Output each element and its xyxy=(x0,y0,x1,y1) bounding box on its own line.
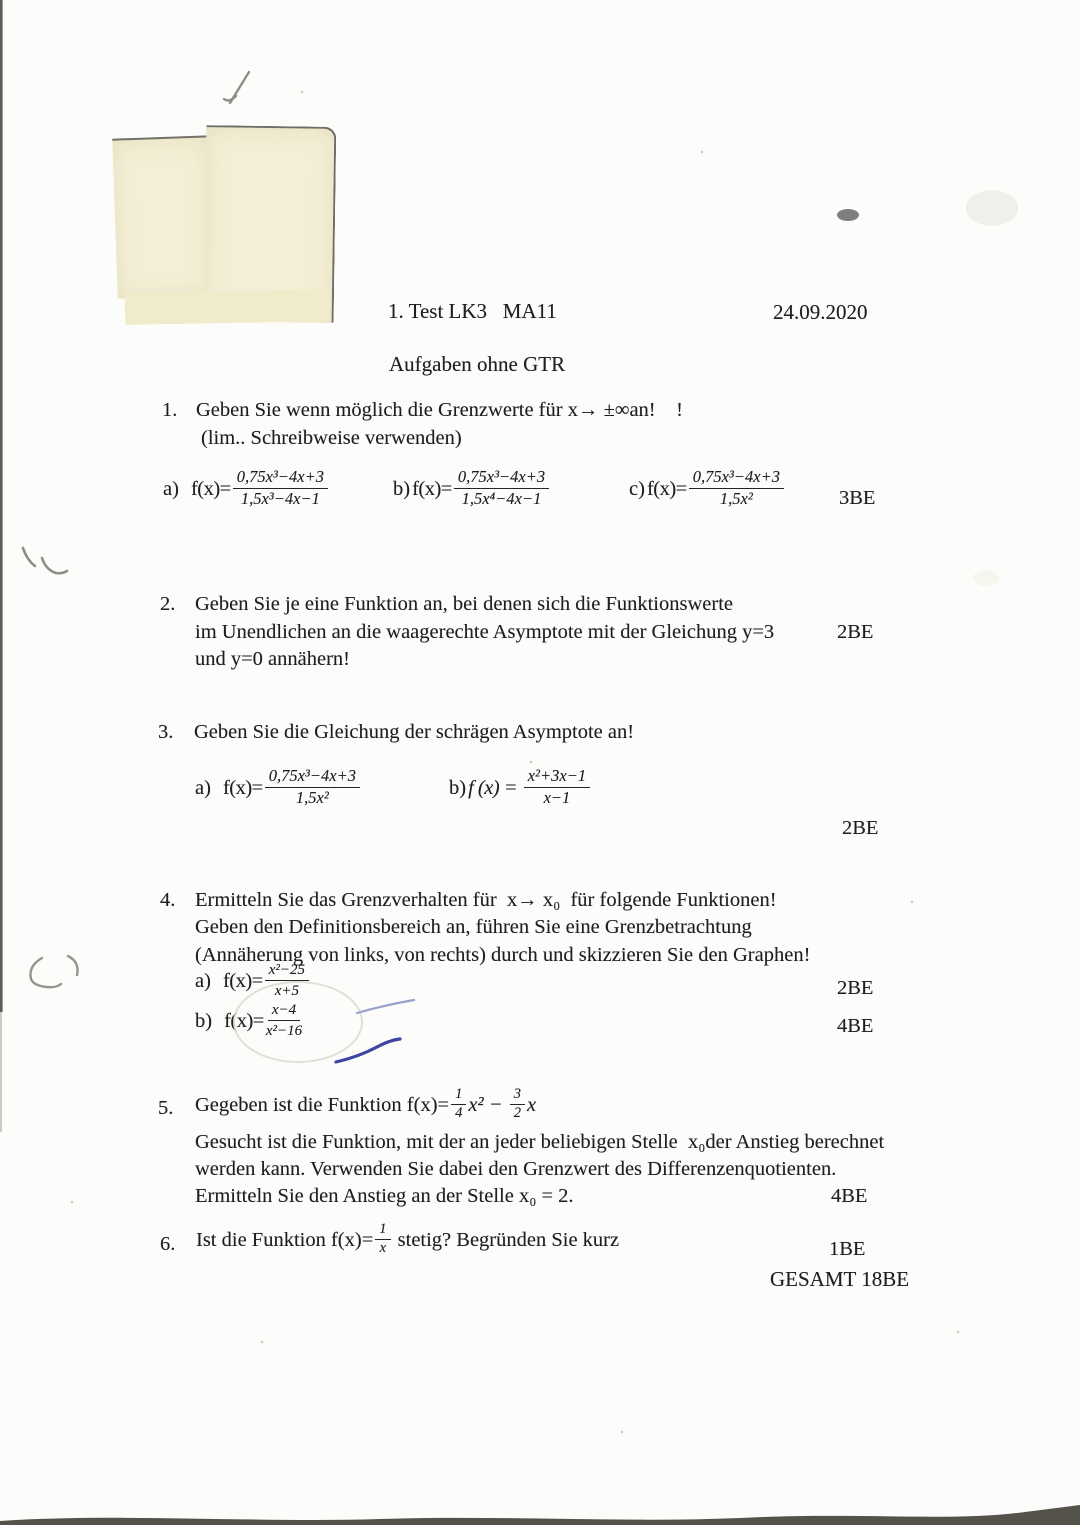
q4-part-b xyxy=(195,1003,304,1041)
q1-part-c xyxy=(629,469,786,510)
q3-a-numerator: 0,75x³−4x+3 xyxy=(265,767,360,788)
q1-a-numerator: 0,75x³−4x+3 xyxy=(233,468,328,489)
q1-c-label: c) xyxy=(629,477,645,500)
scan-smudge-2 xyxy=(837,209,859,221)
scan-edge-left-fade xyxy=(0,1012,2,1132)
q1-b-denominator: 1,5x⁴−4x−1 xyxy=(461,489,542,509)
total-points-label: GESAMT 18BE xyxy=(770,1267,910,1291)
q4-b-fraction xyxy=(266,1002,302,1040)
q5-formula-suffix: x xyxy=(526,1093,537,1116)
q4-text-line3: (Annäherung von links, von rechts) durch und skizzieren Sie den Graphen! xyxy=(195,944,811,966)
q6-text-pre: Ist die Funktion f(x)= xyxy=(196,1228,374,1251)
q2-text-line1: Geben Sie je eine Funktion an, bei denen sich die Funktionswerte xyxy=(195,593,734,615)
q5-number: 5. xyxy=(158,1097,174,1119)
q4-a-numerator: x²−25 xyxy=(265,962,309,981)
q4-text-line2: Geben den Definitionsbereich an, führen Sie eine Grenzbetrachtung xyxy=(195,916,752,938)
q5-formula-line xyxy=(195,1088,536,1122)
q5-f1-denominator: 4 xyxy=(455,1105,463,1122)
q4-number: 4. xyxy=(160,889,176,911)
q1-a-function-prefix: f(x)= xyxy=(190,477,231,500)
q4-b-label: b) xyxy=(195,1010,213,1033)
q1-c-denominator: 1,5x² xyxy=(719,489,753,509)
q4-b-denominator: x²−16 xyxy=(265,1022,303,1039)
q6-denominator: x xyxy=(379,1240,387,1257)
scan-edge-left xyxy=(0,0,3,1012)
q1-c-fraction xyxy=(689,468,784,509)
q5-text-line4: Ermitteln Sie den Anstieg an der Stelle x₀ = 2. xyxy=(195,1185,574,1207)
q5-text-pre: Gegeben ist die Funktion f(x)= xyxy=(195,1093,450,1116)
q3-b-label: b) xyxy=(449,776,467,799)
q1-part-a xyxy=(163,469,330,510)
q5-f2-denominator: 2 xyxy=(513,1105,521,1122)
q3-text-line1: Geben Sie die Gleichung der schrägen Asymptote an! xyxy=(194,721,635,743)
q1-a-label: a) xyxy=(163,477,179,500)
sticky-note-bottom-strip xyxy=(125,289,330,325)
blue-ink-stroke-light xyxy=(357,1000,414,1013)
q4-a-function-prefix: f(x)= xyxy=(222,970,263,993)
q6-numerator: 1 xyxy=(375,1222,390,1240)
q4-a-points-badge: 2BE xyxy=(837,977,874,999)
q1-b-numerator: 0,75x³−4x+3 xyxy=(454,468,549,489)
q5-text-line2: Gesucht ist die Funktion, mit der an jeder beliebigen Stelle x₀der Anstieg berechnet xyxy=(195,1131,885,1153)
q3-part-b xyxy=(449,768,592,809)
q4-a-label: a) xyxy=(195,970,211,993)
q3-a-denominator: 1,5x² xyxy=(295,788,329,808)
q1-a-denominator: 1,5x³−4x−1 xyxy=(240,489,320,509)
q1-b-label: b) xyxy=(393,477,411,500)
q6-number: 6. xyxy=(160,1233,176,1255)
scan-smudge-1 xyxy=(966,190,1018,226)
q4-a-fraction xyxy=(265,962,309,1000)
q5-text-line3: werden kann. Verwenden Sie dabei den Grenzwert des Differenzenquotienten. xyxy=(195,1158,837,1180)
q1-points-badge: 3BE xyxy=(839,487,876,509)
pencil-mark-top xyxy=(224,72,249,103)
q4-text-line1: Ermitteln Sie das Grenzverhalten für x→ x₀ für folgende Funktionen! xyxy=(195,889,777,911)
q1-part-b xyxy=(393,469,551,510)
q1-a-fraction xyxy=(233,468,328,509)
q6-fraction xyxy=(375,1222,390,1256)
q5-fraction-2 xyxy=(510,1087,525,1121)
q6-text-post: stetig? Begründen Sie kurz xyxy=(392,1228,620,1251)
q1-text-line1: Geben Sie wenn möglich die Grenzwerte für x→ ±∞an! ! xyxy=(196,399,683,421)
q1-number: 1. xyxy=(162,399,178,421)
q3-part-a xyxy=(195,768,362,809)
q2-points-badge: 2BE xyxy=(837,621,874,643)
sticky-note-left-flap xyxy=(112,135,214,298)
q4-part-a xyxy=(195,963,311,1001)
q4-b-points-badge: 4BE xyxy=(837,1015,874,1037)
q4-b-function-prefix: f(x)= xyxy=(224,1010,264,1033)
q6-formula-line xyxy=(196,1223,619,1257)
q3-a-label: a) xyxy=(195,776,211,799)
q5-f1-numerator: 1 xyxy=(451,1087,466,1105)
q1-c-function-prefix: f(x)= xyxy=(646,477,687,500)
blue-ink-stroke-dark xyxy=(336,1039,400,1062)
page-subtitle: Aufgaben ohne GTR xyxy=(389,352,566,376)
q2-number: 2. xyxy=(160,593,176,615)
q3-points-badge: 2BE xyxy=(842,817,879,839)
q3-number: 3. xyxy=(158,721,174,743)
q3-a-fraction xyxy=(265,767,360,808)
q3-a-function-prefix: f(x)= xyxy=(222,776,263,799)
test-date: 24.09.2020 xyxy=(773,300,868,324)
pencil-scribble-left-1 xyxy=(23,548,67,573)
q1-c-numerator: 0,75x³−4x+3 xyxy=(689,468,784,489)
q1-text-line2: (lim.. Schreibweise verwenden) xyxy=(201,427,462,449)
page-title: 1. Test LK3 MA11 xyxy=(388,299,557,323)
q2-text-line2: im Unendlichen an die waagerechte Asymptote mit der Gleichung y=3 xyxy=(195,621,775,643)
q1-b-function-prefix: f(x)= xyxy=(412,477,452,500)
q2-text-line3: und y=0 annähern! xyxy=(195,648,351,670)
q5-points-badge: 4BE xyxy=(831,1185,868,1207)
q3-b-numerator: x²+3x−1 xyxy=(524,767,590,788)
q5-formula-mid: x² − xyxy=(468,1093,508,1116)
q5-fraction-1 xyxy=(451,1087,466,1121)
pencil-scribble-left-2 xyxy=(30,956,77,987)
q4-a-denominator: x+5 xyxy=(274,982,300,999)
q6-points-badge: 1BE xyxy=(829,1238,866,1260)
q4-b-numerator: x−4 xyxy=(268,1002,300,1021)
q3-b-fraction xyxy=(524,767,590,808)
q3-b-denominator: x−1 xyxy=(543,788,571,808)
scan-smudge-3 xyxy=(973,570,999,586)
q3-b-function-prefix: f (x) = xyxy=(468,776,522,799)
q1-b-fraction xyxy=(454,468,549,509)
q5-f2-numerator: 3 xyxy=(510,1087,525,1105)
scan-edge-bottom xyxy=(0,1505,1080,1525)
